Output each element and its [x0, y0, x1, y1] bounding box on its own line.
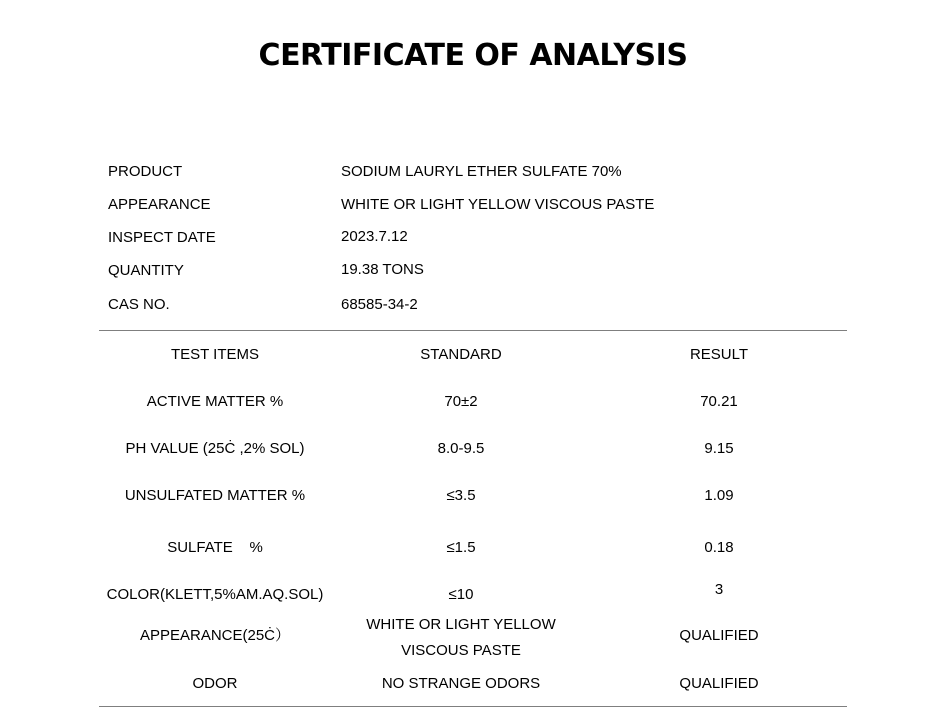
standard-cell: 70±2 — [444, 393, 478, 410]
test-item-cell: COLOR(KLETT,5%AM.AQ.SOL) — [106, 586, 324, 603]
info-value-inspect-date: 2023.7.12 — [341, 228, 408, 245]
standard-cell: ≤1.5 — [446, 539, 476, 556]
info-value-cas-no: 68585-34-2 — [341, 296, 418, 313]
column-header-standard: STANDARD — [420, 346, 502, 363]
standard-cell: ≤10 — [448, 586, 474, 603]
result-cell: 70.21 — [700, 393, 738, 410]
standard-cell: ≤3.5 — [446, 487, 476, 504]
standard-cell: WHITE OR LIGHT YELLOW VISCOUS PASTE — [366, 616, 556, 659]
column-header-test-items: TEST ITEMS — [170, 346, 260, 363]
info-value-quantity: 19.38 TONS — [341, 261, 424, 278]
table-bottom-rule — [99, 706, 847, 707]
result-cell: 0.18 — [704, 539, 734, 556]
result-cell: 1.09 — [704, 487, 734, 504]
info-value-product: SODIUM LAURYL ETHER SULFATE 70% — [341, 163, 622, 180]
info-label-product: PRODUCT — [108, 163, 183, 180]
test-item-cell: ACTIVE MATTER % — [146, 393, 284, 410]
result-cell: 9.15 — [704, 440, 734, 457]
info-label-appearance: APPEARANCE — [108, 196, 211, 213]
info-label-cas-no: CAS NO. — [108, 296, 170, 313]
test-item-cell: ODOR — [192, 675, 238, 692]
column-header-result: RESULT — [689, 346, 749, 363]
document-title: CERTIFICATE OF ANALYSIS — [258, 38, 688, 73]
info-label-inspect-date: INSPECT DATE — [108, 229, 216, 246]
standard-cell: 8.0-9.5 — [437, 440, 485, 457]
table-top-rule — [99, 330, 847, 331]
test-item-cell: SULFATE % — [167, 539, 263, 556]
result-cell: QUALIFIED — [679, 675, 759, 692]
standard-cell: NO STRANGE ODORS — [381, 675, 541, 692]
test-item-cell: APPEARANCE(25Ċ） — [139, 627, 291, 644]
result-cell: 3 — [714, 581, 724, 598]
info-value-appearance: WHITE OR LIGHT YELLOW VISCOUS PASTE — [341, 196, 655, 213]
test-item-cell: UNSULFATED MATTER % — [124, 487, 306, 504]
test-item-cell: PH VALUE (25Ċ ,2% SOL) — [125, 440, 305, 457]
result-cell: QUALIFIED — [679, 627, 759, 644]
info-label-quantity: QUANTITY — [108, 262, 184, 279]
